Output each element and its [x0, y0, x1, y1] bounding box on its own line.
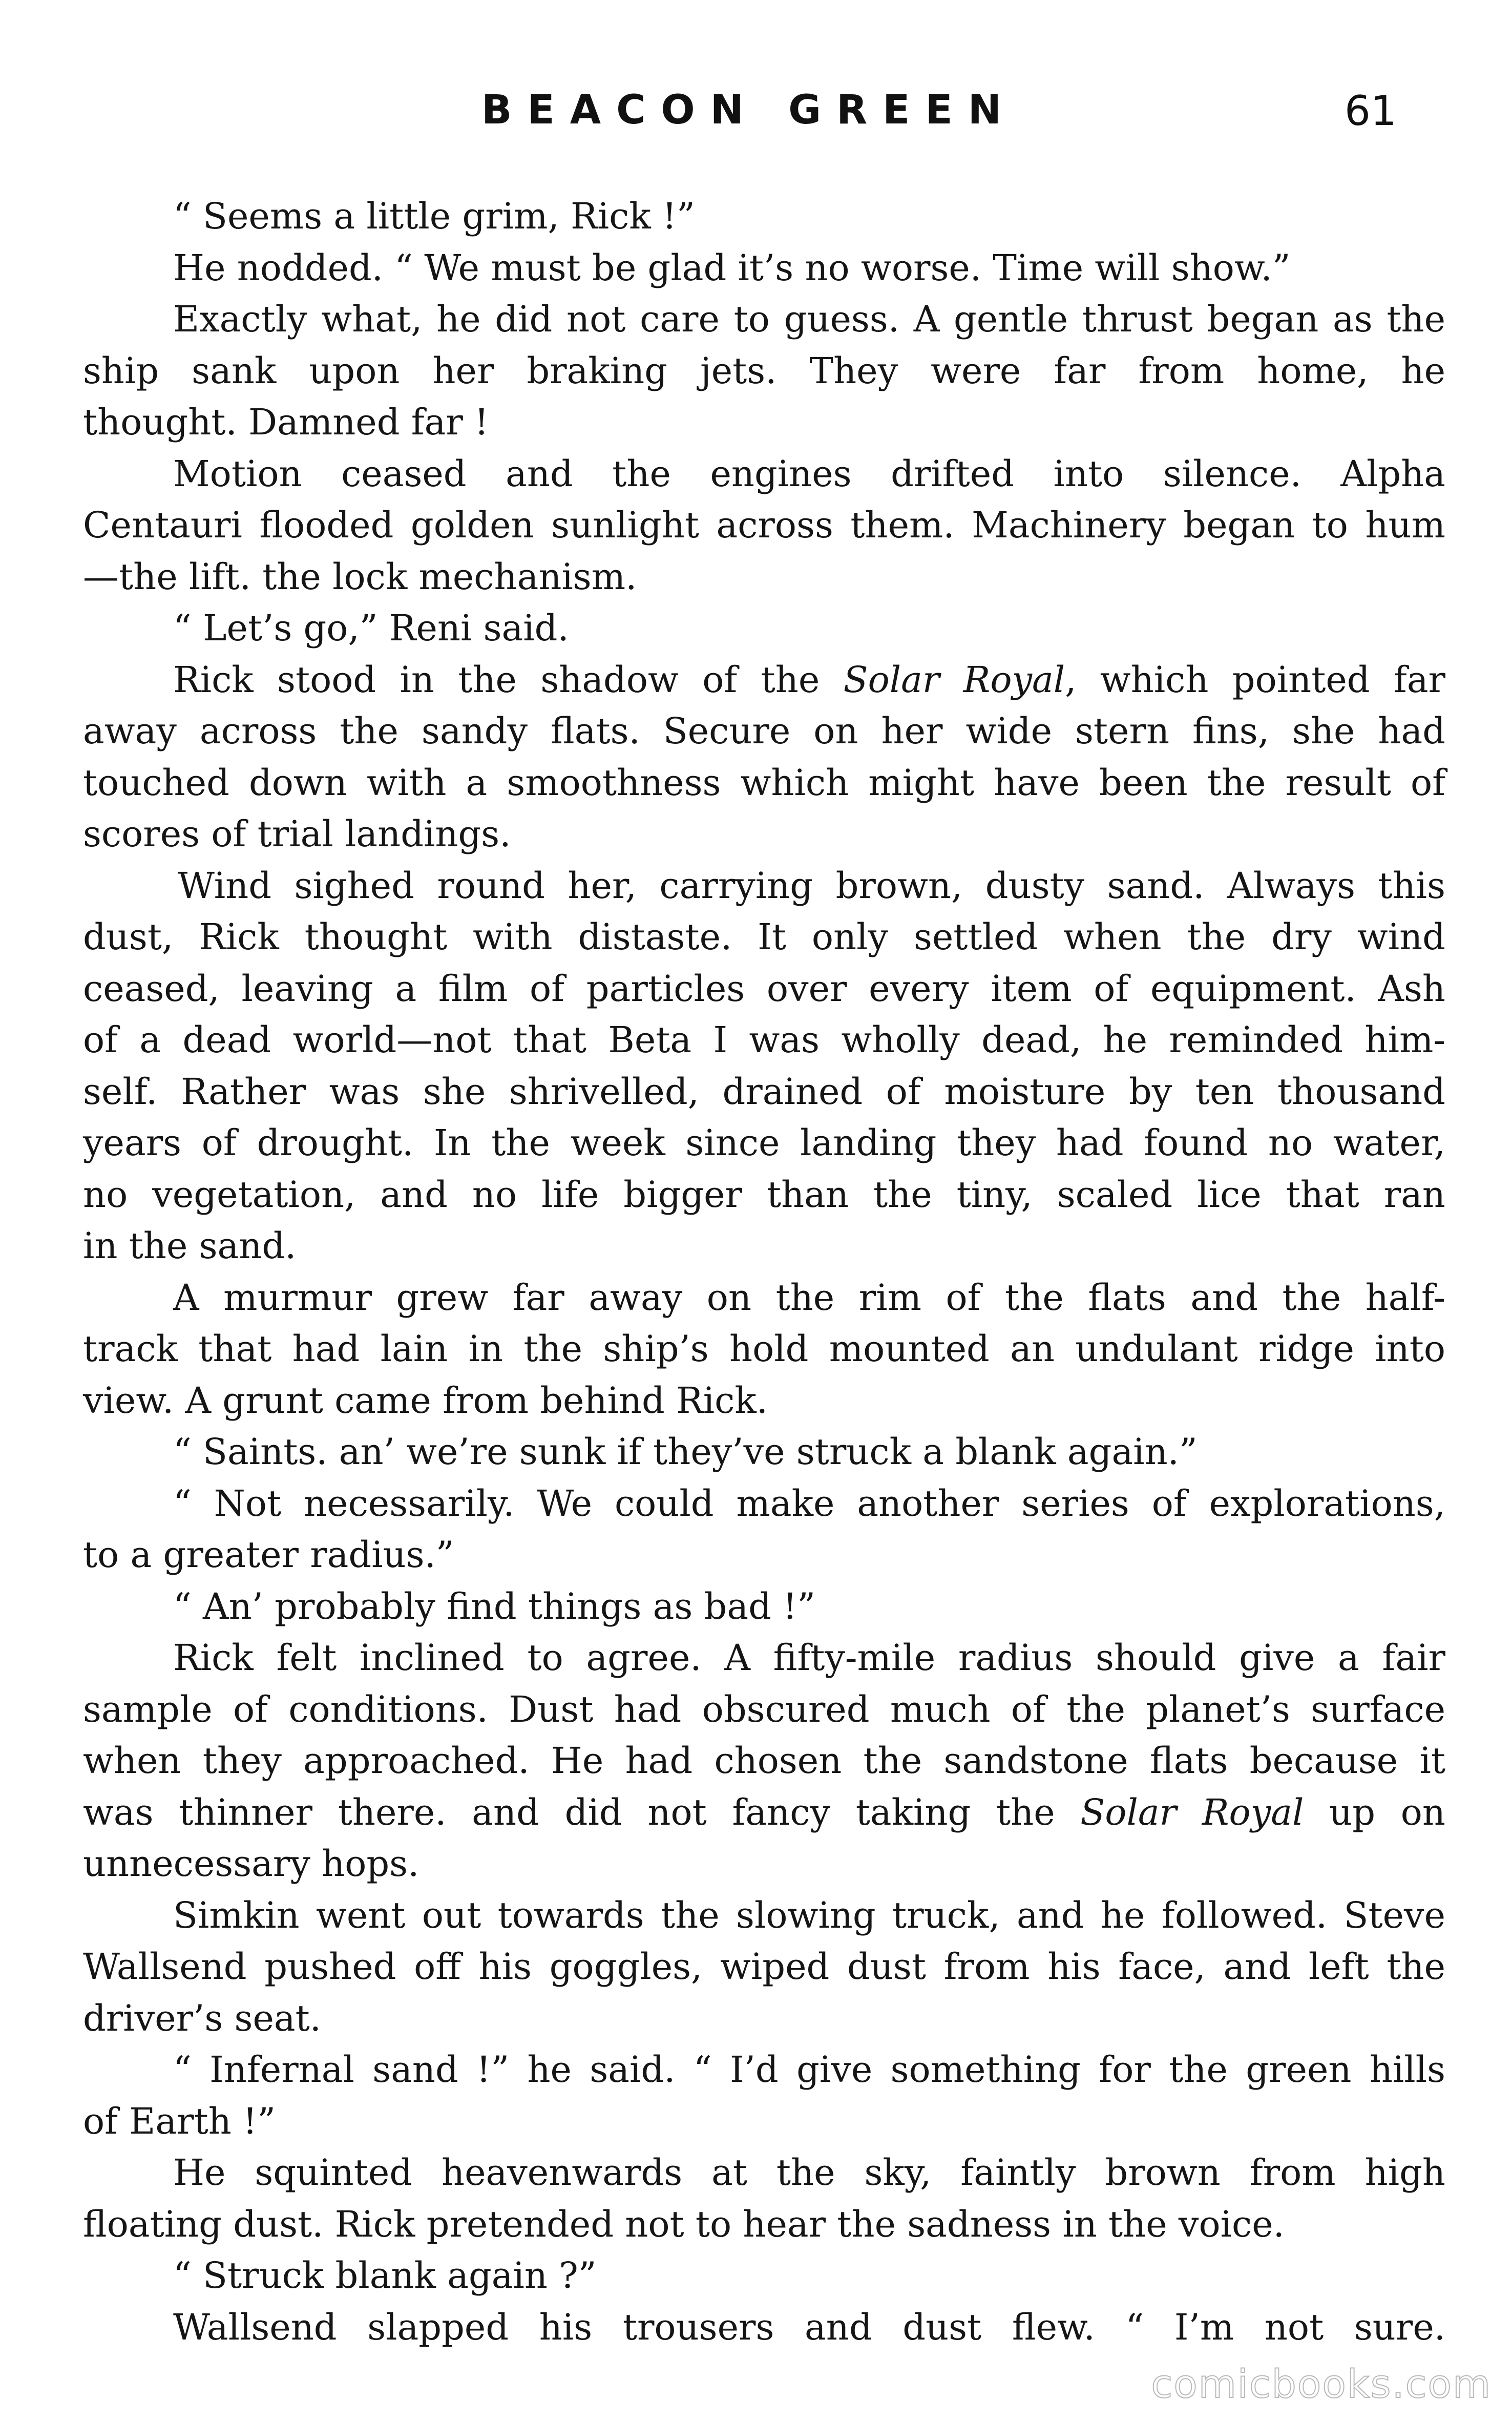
text-line: “ Not necessarily. We could make another series of explorations, — [173, 1482, 1445, 1525]
text-line: thought. Damned far ! — [83, 401, 489, 443]
text-line: ship sank upon her braking jets. They were far from home, he — [83, 349, 1445, 392]
text-line: “ Saints. an’ we’re sunk if they’ve struck a blank again.” — [173, 1431, 1198, 1473]
text-line: floating dust. Rick pretended not to hear the sadness in the voice. — [83, 2203, 1285, 2245]
text-line: of Earth !” — [83, 2100, 276, 2142]
text-line: A murmur grew far away on the rim of the flats and the half- — [173, 1276, 1445, 1319]
text-line: self. Rather was she shrivelled, drained of moisture by ten thousand — [83, 1070, 1445, 1113]
text-line: was thinner there. and did not fancy taking the Solar Royal up on — [83, 1791, 1445, 1833]
text-line: sample of conditions. Dust had obscured much of the planet’s surface — [83, 1688, 1445, 1730]
text-line: dust, Rick thought with distaste. It only settled when the dry wind — [83, 916, 1445, 958]
text-line: driver’s seat. — [83, 1997, 321, 2039]
body-text — [83, 191, 1445, 2353]
text-line: view. A grunt came from behind Rick. — [83, 1379, 768, 1422]
text-line: unnecessary hops. — [83, 1843, 419, 1885]
text-line: to a greater radius.” — [83, 1534, 454, 1576]
text-line: in the sand. — [83, 1225, 297, 1267]
text-line: Exactly what, he did not care to guess. A gentle thrust began as the — [173, 298, 1445, 340]
text-line: Motion ceased and the engines drifted into silence. Alpha — [173, 452, 1445, 495]
text-line: “ An’ probably find things as bad !” — [173, 1585, 816, 1627]
text-line: no vegetation, and no life bigger than the tiny, scaled lice that ran — [83, 1173, 1445, 1216]
text-line: of a dead world—not that Beta I was wholly dead, he reminded him- — [83, 1019, 1445, 1061]
text-line: scores of trial landings. — [83, 813, 511, 855]
text-line: Rick felt inclined to agree. A fifty-mile radius should give a fair — [173, 1637, 1445, 1679]
watermark: comicbooks.com — [1151, 2361, 1492, 2407]
text-line: ceased, leaving a film of particles over every item of equipment. Ash — [83, 967, 1445, 1010]
text-line: Centauri flooded golden sunlight across them. Machinery began to hum — [83, 504, 1445, 546]
text-line: Rick stood in the shadow of the Solar Royal, which pointed far — [173, 658, 1446, 701]
text-line: He squinted heavenwards at the sky, faintly brown from high — [173, 2152, 1445, 2194]
text-line: “ Struck blank again ?” — [173, 2254, 597, 2296]
text-line: Wallsend pushed off his goggles, wiped dust from his face, and left the — [83, 1946, 1445, 1988]
text-line: “ Let’s go,” Reni said. — [173, 607, 569, 649]
text-line: Wind sighed round her, carrying brown, dusty sand. Always this — [178, 864, 1445, 907]
text-line: “ Seems a little grim, Rick !” — [173, 195, 695, 237]
text-line: years of drought. In the week since landing they had found no water, — [83, 1122, 1445, 1164]
text-line: Simkin went out towards the slowing truck, and he followed. Steve — [173, 1894, 1445, 1936]
text-line: when they approached. He had chosen the sandstone flats because it — [83, 1740, 1445, 1782]
book-title: BEACON GREEN — [481, 87, 1017, 133]
text-line: touched down with a smoothness which might have been the result of — [83, 761, 1445, 804]
text-line: Wallsend slapped his trousers and dust flew. “ I’m not sure. — [173, 2306, 1445, 2348]
text-line: He nodded. “ We must be glad it’s no worse. Time will show.” — [173, 246, 1291, 289]
text-line: “ Infernal sand !” he said. “ I’d give something for the green hills — [173, 2049, 1445, 2091]
page-number: 61 — [1345, 87, 1397, 135]
running-head — [0, 87, 1512, 149]
text-line: away across the sandy flats. Secure on her wide stern fins, she had — [83, 710, 1445, 752]
text-line: —the lift. the lock mechanism. — [83, 555, 637, 598]
text-line: track that had lain in the ship’s hold mounted an undulant ridge into — [83, 1328, 1445, 1370]
